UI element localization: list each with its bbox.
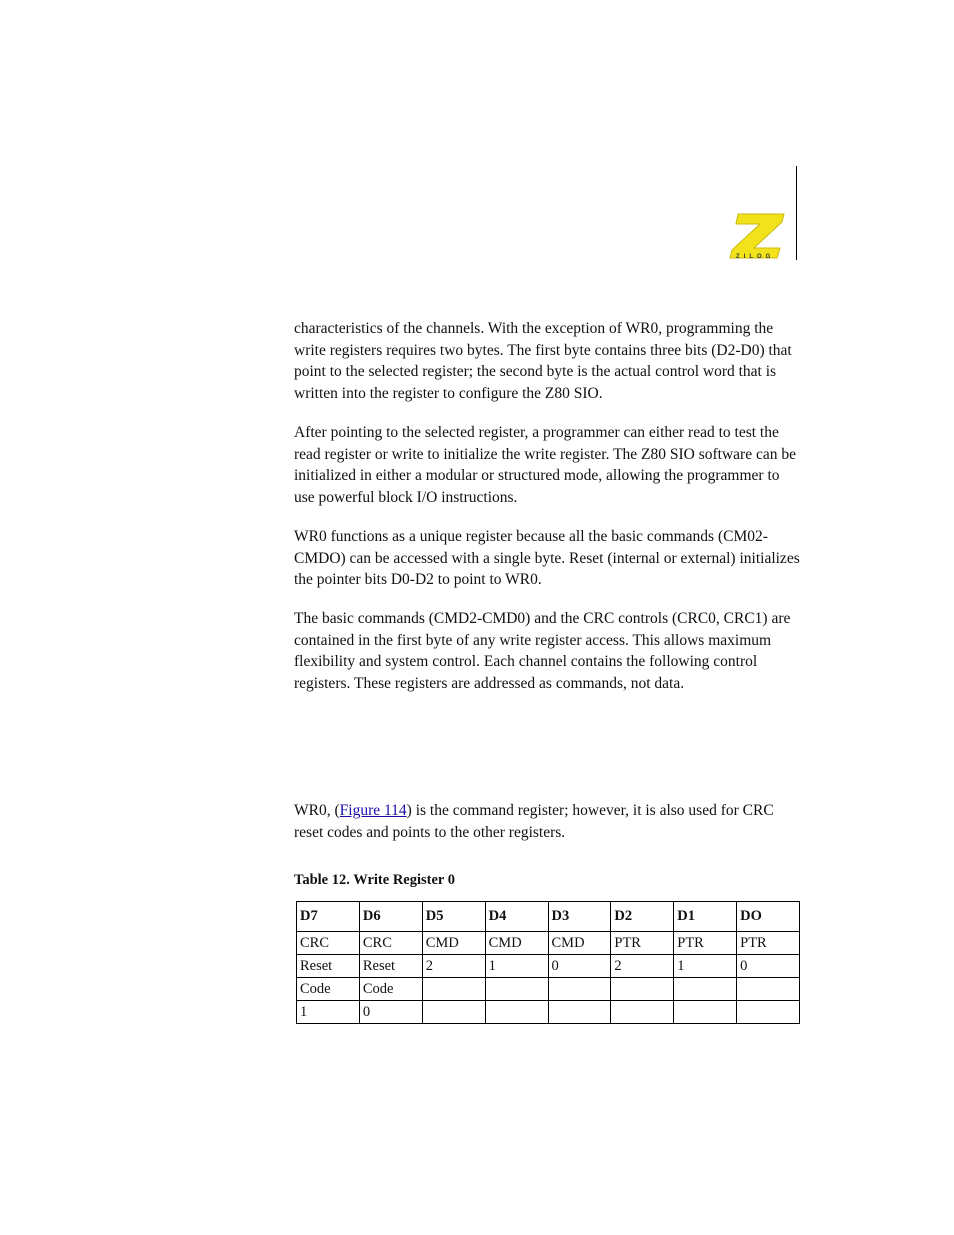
header-rule xyxy=(796,166,797,260)
header-cell: D3 xyxy=(548,902,611,932)
table-cell xyxy=(422,978,485,1001)
table-cell xyxy=(611,1001,674,1024)
table-cell xyxy=(674,1001,737,1024)
table-cell: Reset xyxy=(359,955,422,978)
table-header-row xyxy=(297,902,800,932)
header-cell: D6 xyxy=(359,902,422,932)
table-cell: 1 xyxy=(297,1001,360,1024)
table-cell: 1 xyxy=(674,955,737,978)
table-cell: Code xyxy=(297,978,360,1001)
table-row xyxy=(297,978,800,1001)
paragraph-5-text xyxy=(294,800,804,843)
figure-114-link[interactable]: Figure 114 xyxy=(339,802,407,819)
table-caption: Table 12. Write Register 0 xyxy=(294,872,455,888)
paragraph-5-tail: ) is the command register; however, it is also used for CRC reset codes and points to the other registers. xyxy=(294,802,774,841)
table-cell: 2 xyxy=(611,955,674,978)
write-register-0-table xyxy=(296,901,800,1024)
paragraph-3 xyxy=(294,526,804,591)
table-row xyxy=(297,932,800,955)
table-cell: 0 xyxy=(548,955,611,978)
table-cell: CMD xyxy=(548,932,611,955)
header-cell: D1 xyxy=(674,902,737,932)
table-cell: PTR xyxy=(674,932,737,955)
table-cell: PTR xyxy=(737,932,800,955)
zilog-wordmark: ZILOG xyxy=(736,254,775,260)
table-cell: CRC xyxy=(359,932,422,955)
header-cell: D7 xyxy=(297,902,360,932)
table-cell xyxy=(422,1001,485,1024)
table-cell: 0 xyxy=(359,1001,422,1024)
table-cell: CMD xyxy=(485,932,548,955)
table-cell: 0 xyxy=(737,955,800,978)
table-cell xyxy=(737,1001,800,1024)
header-cell: D5 xyxy=(422,902,485,932)
header-cell: D2 xyxy=(611,902,674,932)
table-cell xyxy=(548,978,611,1001)
table-cell xyxy=(485,978,548,1001)
table-cell: PTR xyxy=(611,932,674,955)
header-cell: D4 xyxy=(485,902,548,932)
table-cell: 2 xyxy=(422,955,485,978)
table-row xyxy=(297,1001,800,1024)
table-cell: 1 xyxy=(485,955,548,978)
paragraph-4-text: The basic commands (CMD2-CMD0) and the CRC controls (CRC0, CRC1) are contained in the first byte of any write register access. This allows maximum flexibility and system control. Each channel contains the following control registers. These registers are addressed as commands, not data. xyxy=(294,610,791,692)
paragraph-2-text: After pointing to the selected register, a programmer can either read to test the read register or write to initialize the write register. The Z80 SIO software can be initialized in either a modular or structured mode, allowing the programmer to use powerful block I/O instructions. xyxy=(294,424,796,506)
paragraph-5 xyxy=(294,800,804,843)
table-cell xyxy=(611,978,674,1001)
table-cell xyxy=(737,978,800,1001)
table-cell xyxy=(485,1001,548,1024)
table-cell xyxy=(674,978,737,1001)
table-row xyxy=(297,955,800,978)
paragraph-4 xyxy=(294,608,804,694)
table-cell: CMD xyxy=(422,932,485,955)
paragraph-1 xyxy=(294,318,804,404)
table-cell: CRC xyxy=(297,932,360,955)
paragraph-1-text: characteristics of the channels. With the exception of WR0, programming the write registers requires two bytes. The first byte contains three bits (D2-D0) that point to the selected register; the second byte is the actual control word that is written into the register to configure the Z80 SIO. xyxy=(294,320,792,402)
table-cell: Reset xyxy=(297,955,360,978)
paragraph-2 xyxy=(294,422,804,508)
table-cell xyxy=(548,1001,611,1024)
paragraph-3-text: WR0 functions as a unique register because all the basic commands (CM02-CMDO) can be accessed with a single byte. Reset (internal or external) initializes the pointer bits D0-D2 to point to WR0. xyxy=(294,528,800,589)
table-cell: Code xyxy=(359,978,422,1001)
paragraph-5-lead: WR0, ( xyxy=(294,802,340,819)
header-cell: DO xyxy=(737,902,800,932)
